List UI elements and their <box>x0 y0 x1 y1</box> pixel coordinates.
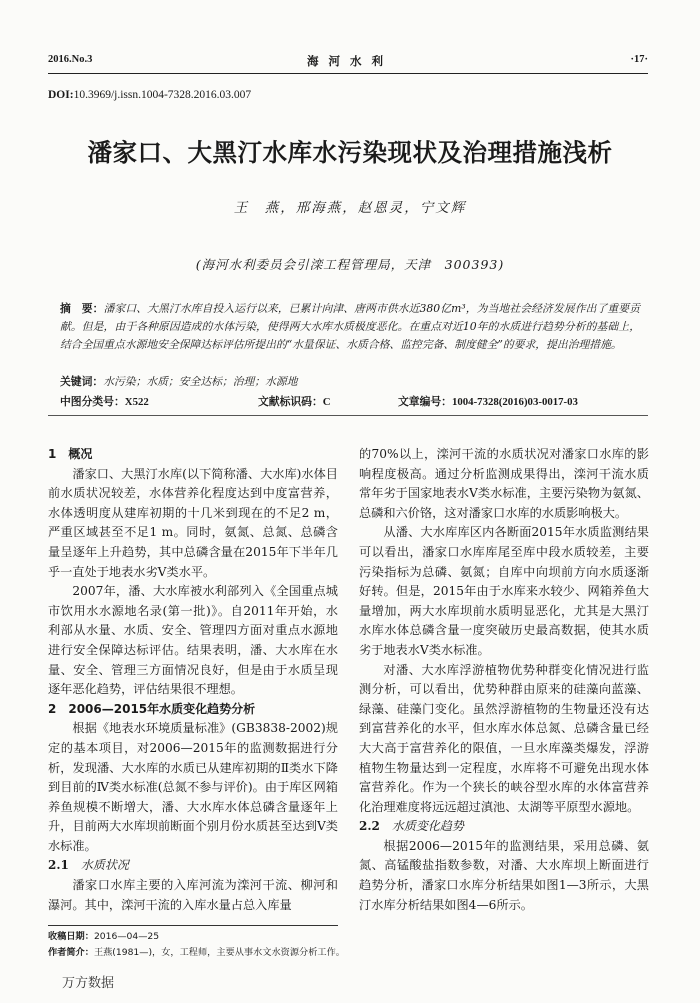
received-date <box>48 929 348 944</box>
article-number: 文章编号：1004-7328(2016)03-0017-03 <box>398 396 578 408</box>
body-column-left <box>48 445 338 915</box>
body-column-right <box>359 445 649 915</box>
abstract-rule <box>48 415 648 416</box>
received-label: 收稿日期： <box>48 931 94 942</box>
body-paragraph: 从潘、大水库库区内各断面2015年水质监测结果可以看出，潘家口水库库尾至库中段水质较差，主要污染指标为总磷、氨氮；自库中向坝前方向水质逐渐好转。但是，2015年由于水库来水较少、网箱养鱼大量增加，两大水库坝前水质明显恶化，尤其是大黑汀水库水体总磷含量一度突破历史最高数据，使其水质劣于地表水V类水标准。 <box>359 525 649 657</box>
author-bio-label: 作者简介： <box>48 947 94 958</box>
received-value: 2016—04—25 <box>93 931 160 942</box>
section-heading: 2 2006—2015年水质变化趋势分析 <box>48 701 256 716</box>
article-title: 潘家口、大黑汀水库水污染现状及治理措施浅析 <box>87 138 613 167</box>
abstract-text: 潘家口、大黑汀水库自投入运行以来，已累计向津、唐两市供水近380亿m³，为当地社会经济发展作出了重要贡献。但是，由于各种原因造成的水体污染，使得两大水库水质极度恶化。在重点对近10年的水质进行趋势分析的基础上，结合全国重点水源地安全保障达标评估所提出的“水量保证、水质合格、监控完备、制度健全”的要求，提出治理措施。 <box>60 302 640 352</box>
header-rule <box>48 73 648 74</box>
keywords-label: 关键词： <box>60 375 104 388</box>
author-bio <box>48 945 348 960</box>
body-paragraph: 根据2006—2015年的监测结果，采用总磷、氨氮、高锰酸盐指数参数，对潘、大水库坝上断面进行趋势分析，潘家口水库分析结果如图1—3所示，大黑汀水库分析结果如图4—6所示。 <box>359 838 649 912</box>
body-paragraph: 潘家口、大黑汀水库(以下简称潘、大水库)水体目前水质状况较差，水体营养化程度达到中度富营养，水体透明度从建库初期的十几米到现在的不足2 m，严重区域甚至不足1 m。同时，氨氮、总氮、总磷含量呈逐年上升趋势，其中总磷含量在2015年下半年几乎一直处于地表水劣V类水平。 <box>48 466 338 579</box>
body-paragraph: 潘家口水库主要的入库河流为滦河干流、柳河和瀑河。其中，滦河干流的入库水量占总入库量 <box>48 878 338 912</box>
subsection-title: 水质状况 <box>80 858 129 873</box>
body-paragraph: 根据《地表水环境质量标准》(GB3838-2002)规定的基本项目，对2006—2015年的监测数据进行分析，发现潘、大水库的水质已从建库初期的Ⅱ类水下降到目前的Ⅳ类水标准(总氮不参与评价)。由于库区网箱养鱼规模不断增大，潘、大水库水体总磷含量逐年上升，目前两大水库坝前断面个别月份水质甚至达到V类水标准。 <box>48 721 338 853</box>
journal-name: 海河水利 <box>307 54 393 68</box>
document-code: 文献标识码：C <box>258 396 331 408</box>
doi-line <box>48 89 251 101</box>
subsection-title: 水质变化趋势 <box>391 819 464 834</box>
body-paragraph: 对潘、大水库浮游植物优势种群变化情况进行监测分析，可以看出，优势种群由原来的硅藻向蓝藻、绿藻、硅藻门变化。虽然浮游植物的生物量还没有达到富营养化的水平，但水库水体总氮、总磷含量已经大大高于富营养化的限值，一旦水库藻类爆发，浮游植物生物量达到一定程度，水库将不可避免出现水体富营养化。作为一个狭长的峡谷型水库的水体富营养化治理难度将远远超过滇池、太湖等平原型水源地。 <box>359 662 649 814</box>
keywords <box>60 374 640 389</box>
keywords-text: 水污染；水质；安全达标；治理；水源地 <box>103 375 298 388</box>
watermark-text: 万方数据 <box>62 976 115 991</box>
abstract-label: 摘 要： <box>60 302 104 315</box>
author-bio-text: 王燕(1981—)，女，工程师，主要从事水文水资源分析工作。 <box>93 947 345 958</box>
footnote-rule <box>48 925 338 926</box>
subsection-number: 2.2 <box>359 819 380 834</box>
abstract <box>60 300 640 355</box>
body-paragraph: 的70%以上，滦河干流的水质状况对潘家口水库的影响程度极高。通过分析监测成果得出，滦河干流水质常年劣于国家地表水V类水标准，主要污染物为氨氮、总磷和六价铬，这对潘家口水库的水质影响极大。 <box>359 447 649 520</box>
page-number: ·17· <box>630 54 648 65</box>
issue-label: 2016.No.3 <box>48 54 93 65</box>
clc-number: 中图分类号：X522 <box>60 396 149 408</box>
authors: 王 燕，邢海燕，赵恩灵，宁文辉 <box>233 200 467 216</box>
affiliation: (海河水利委员会引滦工程管理局，天津 300393) <box>195 257 505 272</box>
doi-value: 10.3969/j.issn.1004-7328.2016.03.007 <box>73 89 252 101</box>
section-heading: 1 概况 <box>48 447 93 461</box>
subsection-heading <box>48 856 338 876</box>
body-paragraph: 2007年，潘、大水库被水利部列入《全国重点城市饮用水水源地名录(第一批)》。自2011年开始，水利部从水量、水质、安全、管理四方面对重点水源地进行安全保障达标评估。结果表明，潘、大水库在水量、安全、管理三方面情况良好，但是由于水质呈现逐年恶化趋势，评估结果很不理想。 <box>48 584 338 697</box>
doi-label: DOI: <box>48 89 74 101</box>
subsection-number: 2.1 <box>48 858 69 873</box>
subsection-heading <box>359 817 649 837</box>
